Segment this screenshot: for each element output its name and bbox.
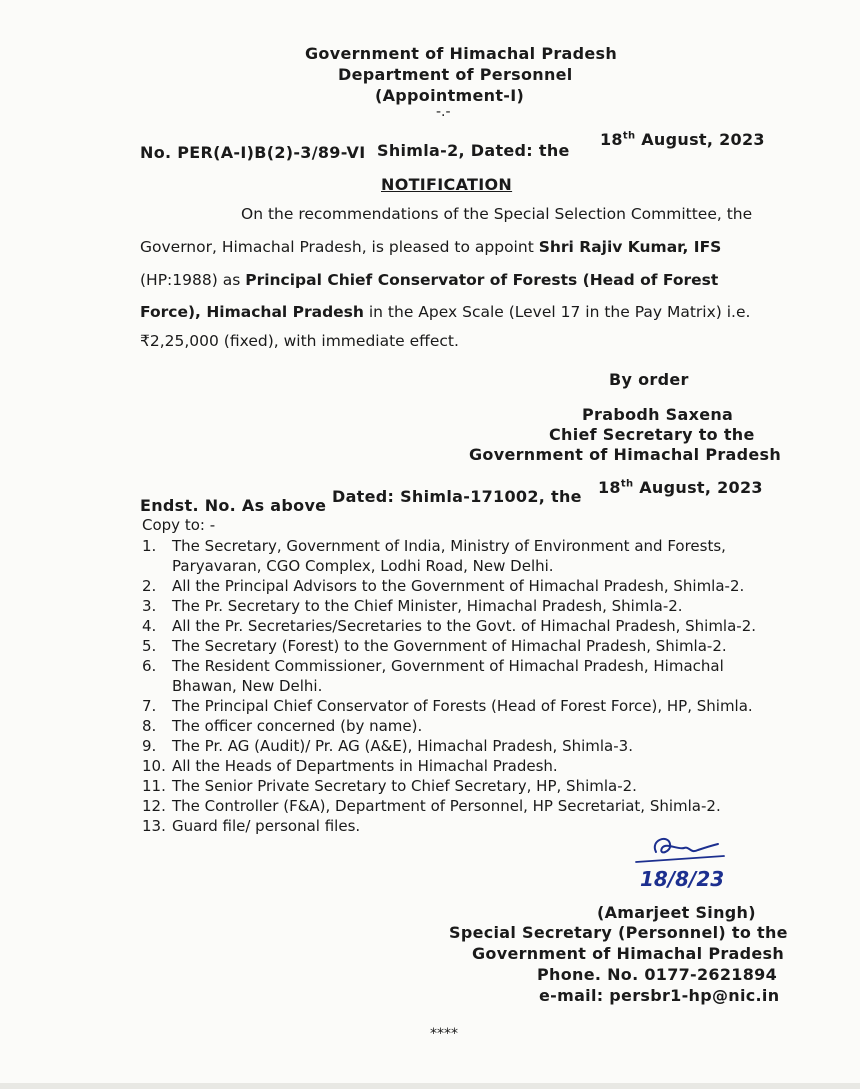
by-order: By order (609, 370, 689, 389)
list-item-number: 12. (142, 797, 166, 815)
endorsement-dated: Dated: Shimla-171002, the (332, 487, 582, 506)
list-item (142, 736, 782, 756)
list-item-number: 1. (142, 537, 157, 555)
reference-number: No. PER(A-I)B(2)-3/89-VI (140, 143, 366, 162)
list-item-text: The officer concerned (by name). (172, 717, 423, 735)
notification-line-4 (140, 305, 750, 321)
chief-secretary-designation-1: Chief Secretary to the (549, 425, 755, 444)
list-item-text: The Senior Private Secretary to Chief Secretary, HP, Shimla-2. (172, 777, 637, 795)
list-item-text: All the Pr. Secretaries/Secretaries to the Govt. of Himachal Pradesh, Shimla-2. (172, 617, 757, 635)
endorsement-date-day: 18 (598, 478, 621, 497)
reference-date-suffix: th (622, 130, 636, 142)
reference-date (600, 130, 765, 149)
endorsement-date-suffix: th (620, 478, 634, 490)
list-item-text: All the Principal Advisors to the Government of Himachal Pradesh, Shimla-2. (172, 577, 745, 595)
list-item-number: 7. (142, 697, 157, 715)
notification-line-2 (140, 240, 721, 256)
header-government: Government of Himachal Pradesh (305, 44, 618, 63)
list-item (142, 616, 782, 636)
appointee-name: Shri Rajiv Kumar, IFS (538, 238, 722, 256)
list-item-number: 10. (142, 757, 166, 775)
list-item-text: The Principal Chief Conservator of Forests (Head of Forest Force), HP, Shimla. (172, 697, 753, 715)
notification-title: NOTIFICATION (381, 175, 513, 194)
handwritten-date: 18/8/23 (640, 867, 725, 891)
list-item-number: 9. (142, 737, 157, 755)
list-item-number: 6. (142, 657, 157, 675)
notification-line-2-text: Governor, Himachal Pradesh, is pleased to appoint (140, 238, 539, 256)
list-item-number: 11. (142, 777, 166, 795)
list-item (142, 536, 782, 576)
signatory-name: (Amarjeet Singh) (597, 903, 756, 922)
endorsement-label: Endst. No. As above (140, 496, 327, 515)
list-item-text: Guard file/ personal files. (172, 817, 361, 835)
copy-list (142, 536, 782, 836)
list-item (142, 796, 782, 816)
notification-line-3-as: as (217, 271, 246, 289)
list-item (142, 636, 782, 656)
list-item-text: The Controller (F&A), Department of Personnel, HP Secretariat, Shimla-2. (172, 797, 721, 815)
list-item (142, 756, 782, 776)
signatory-designation-2: Government of Himachal Pradesh (472, 944, 785, 963)
list-item-text: The Secretary, Government of India, Ministry of Environment and Forests, (172, 537, 726, 555)
list-item (142, 696, 782, 716)
reference-date-month-year: August, 2023 (641, 130, 765, 149)
list-item-number: 13. (142, 817, 166, 835)
appointed-post: Principal Chief Conservator of Forests (Head of Forest (245, 271, 719, 289)
list-item-number: 2. (142, 577, 157, 595)
list-item (142, 776, 782, 796)
header-department: Department of Personnel (338, 65, 573, 84)
reference-date-day: 18 (600, 130, 623, 149)
notification-line-4-text: in the Apex Scale (Level 17 in the Pay Matrix) i.e. (363, 303, 751, 321)
header-section: (Appointment-I) (375, 86, 525, 105)
reference-place: Shimla-2, Dated: the (377, 141, 570, 160)
notification-line-3-batch: (HP:1988) (140, 271, 218, 289)
handwritten-signature (628, 830, 738, 900)
list-item-text-continued: Bhawan, New Delhi. (172, 677, 323, 695)
list-item-text: The Pr. Secretary to the Chief Minister, Himachal Pradesh, Shimla-2. (172, 597, 683, 615)
chief-secretary-designation-2: Government of Himachal Pradesh (469, 445, 782, 464)
list-item-number: 5. (142, 637, 157, 655)
appointed-post-continued: Force), Himachal Pradesh (140, 303, 364, 321)
endorsement-date (598, 478, 763, 497)
list-item-text: The Secretary (Forest) to the Government of Himachal Pradesh, Shimla-2. (172, 637, 727, 655)
header-separator: -.- (436, 104, 451, 120)
notification-line-5: ₹2,25,000 (fixed), with immediate effect. (140, 332, 459, 350)
list-item (142, 596, 782, 616)
end-mark: **** (430, 1026, 458, 1042)
notification-line-3 (140, 273, 718, 289)
signatory-email: e-mail: persbr1-hp@nic.in (539, 986, 780, 1005)
list-item-text-continued: Paryavaran, CGO Complex, Lodhi Road, New Delhi. (172, 557, 554, 575)
endorsement-date-month-year: August, 2023 (639, 478, 763, 497)
list-item (142, 716, 782, 736)
list-item (142, 576, 782, 596)
list-item-number: 8. (142, 717, 157, 735)
list-item-text: The Resident Commissioner, Government of Himachal Pradesh, Himachal (172, 657, 724, 675)
notification-line-1: On the recommendations of the Special Selection Committee, the (241, 205, 753, 223)
list-item-text: All the Heads of Departments in Himachal Pradesh. (172, 757, 558, 775)
copy-to-label: Copy to: - (142, 516, 216, 534)
signatory-phone: Phone. No. 0177-2621894 (537, 965, 778, 984)
chief-secretary-name: Prabodh Saxena (582, 405, 734, 424)
signatory-designation-1: Special Secretary (Personnel) to the (449, 923, 788, 942)
list-item-number: 4. (142, 617, 157, 635)
list-item-text: The Pr. AG (Audit)/ Pr. AG (A&E), Himachal Pradesh, Shimla-3. (172, 737, 633, 755)
scan-edge (0, 1083, 860, 1089)
list-item (142, 656, 782, 696)
list-item-number: 3. (142, 597, 157, 615)
